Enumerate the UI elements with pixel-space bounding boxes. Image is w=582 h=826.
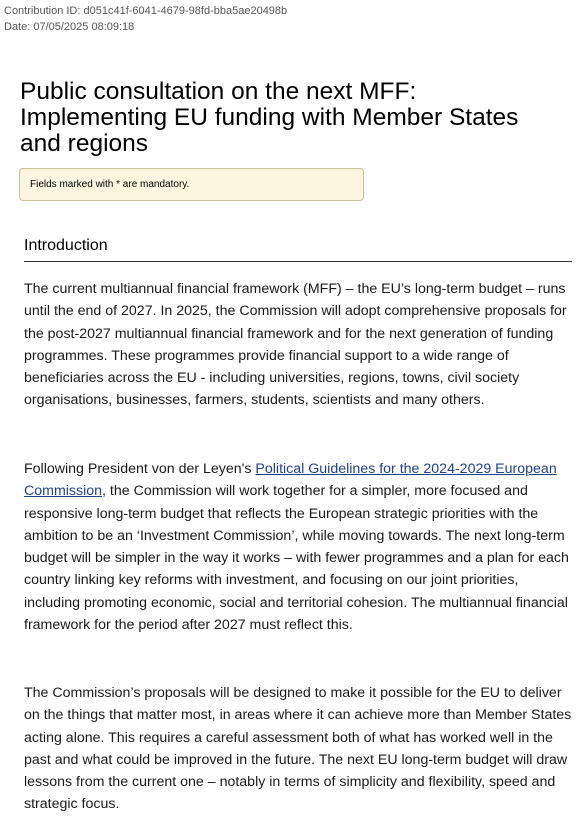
submission-date: Date: 07/05/2025 08:09:18 <box>4 21 135 33</box>
contribution-id: Contribution ID: d051c41f-6041-4679-98fd-bba5ae20498b <box>4 5 288 17</box>
document-meta <box>4 3 287 35</box>
intro-paragraph-3: The Commission’s proposals will be designed to make it possible for the EU to deliver on the things that matter most, in areas where it can achieve more than Member States acting alone. This requires a careful assessment both of what has worked well in the past and what could be improved in the future. The next EU long-term budget will draw lessons from the current one – notably in terms of simplicity and flexibility, speed and strategic focus. <box>24 685 572 813</box>
intro-paragraph-2 <box>24 458 572 636</box>
section-title-introduction: Introduction <box>24 236 572 262</box>
paragraph-2-lead-text: Following President von der Leyen's <box>24 461 256 477</box>
mandatory-fields-notice: Fields marked with * are mandatory. <box>19 168 364 201</box>
political-guidelines-link[interactable]: Political Guidelines for the 2024-2029 European Commission <box>24 461 557 500</box>
intro-paragraph-1: The current multiannual financial framework (MFF) – the EU’s long-term budget – runs until the end of 2027. In 2025, the Commission will adopt comprehensive proposals for the post-2027 multiannual financial framework and for the next generation of funding programmes. These programmes provide financial support to a wide range of beneficiaries across the EU - including universities, regions, towns, civil society organisations, businesses, farmers, students, scientists and many others. <box>24 281 567 409</box>
page-title: Public consultation on the next MFF: Implementing EU funding with Member States and regions <box>20 78 519 157</box>
paragraph-2-body-text: , the Commission will work together for a simpler, more focused and responsive long-term budget that reflects the European strategic priorities with the ambition to be an ‘Investment Commission’, while moving towards. The next long-term budget will be simpler in the way it works – with fewer programmes and a plan for each country linking key reforms with investment, and focusing on our joint priorities, including promoting economic, social and territorial cohesion. The multiannual financial framework for the period after 2027 must reflect this. <box>24 483 569 634</box>
